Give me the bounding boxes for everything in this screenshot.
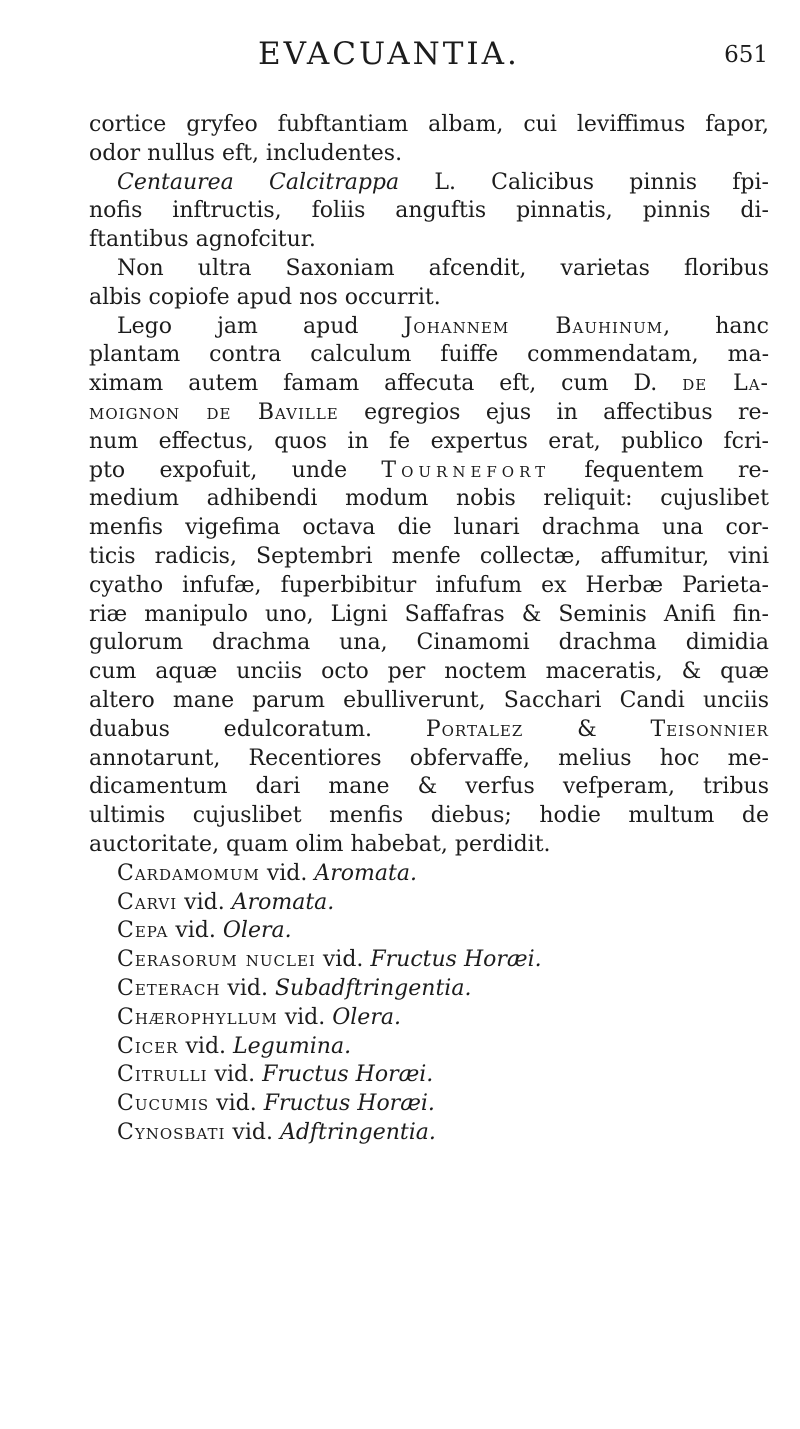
text-line: menfis vigefima octava die lunari drachma una cor- <box>89 515 769 541</box>
text-line: dicamentum dari mane & verfus vefperam, tribus <box>89 774 769 800</box>
entry-target: Olera. <box>222 918 292 944</box>
entry-term: Cardamomum <box>117 860 260 886</box>
author-name: Johannem Bauhinum <box>403 313 664 339</box>
entry-target: Olera. <box>332 1004 401 1030</box>
text-line: ximam autem famam affecuta eft, cum D. de La- <box>89 371 769 397</box>
index-entry: Cardamomum vid. Aromata. <box>117 860 417 886</box>
text-line: riæ manipulo uno, Ligni Saffafras & Seminis Anifi fin- <box>89 601 769 627</box>
text-line: Non ultra Saxoniam afcendit, varietas floribus <box>117 255 769 281</box>
text-line: ftantibus agnofcitur. <box>89 227 316 253</box>
entry-term: Cerasorum nuclei <box>117 947 316 973</box>
entry-target: Aromata. <box>231 889 335 915</box>
entry-term: Cucumis <box>117 1091 210 1117</box>
text-line: gulorum drachma una, Cinamomi drachma dimidia <box>89 630 769 656</box>
plant-name: Centaurea Calcitrappa <box>117 169 400 195</box>
author-name: Teisonnier <box>650 716 769 742</box>
text-line: cyatho infufæ, fuperbibitur infufum ex Herbæ Parieta- <box>89 572 769 598</box>
index-entry: Cynosbati vid. Adftringentia. <box>117 1119 436 1145</box>
entry-target: Legumina. <box>233 1033 352 1059</box>
text-line: nofis inftructis, foliis anguftis pinnatis, pinnis di- <box>89 198 769 224</box>
entry-term: Carvi <box>117 889 178 915</box>
entry-term: Chærophyllum <box>117 1004 278 1030</box>
entry-term: Cynosbati <box>117 1119 226 1145</box>
text-line: moignon de Baville egregios ejus in affectibus re- <box>89 399 769 425</box>
entry-term: Cicer <box>117 1033 179 1059</box>
index-entry: Cicer vid. Legumina. <box>117 1033 352 1059</box>
entry-target: Fructus Horæi. <box>262 1062 434 1088</box>
text-line: Centaurea Calcitrappa L. Calicibus pinnis fpi- <box>117 169 769 195</box>
author-name: de La- <box>682 371 769 397</box>
text-line: altero mane parum ebulliverunt, Sacchari Candi unciis <box>89 687 769 713</box>
text-line: pto expofuit, unde Tournefort fequentem re- <box>89 457 770 483</box>
text-line: cortice gryfeo fubftantiam albam, cui leviffimus fapor, <box>89 112 769 137</box>
index-entry: Citrulli vid. Fructus Horæi. <box>117 1062 434 1088</box>
author-name: Tournefort <box>381 457 551 483</box>
entry-target: Fructus Horæi. <box>370 947 542 973</box>
text-line: cum aquæ unciis octo per noctem maceratis, & quæ <box>89 659 769 685</box>
running-title: EVACUANTIA. <box>258 36 520 72</box>
entry-target: Subadftringentia. <box>274 975 472 1001</box>
text-line: duabus edulcoratum. Portalez & Teisonnier <box>89 716 769 742</box>
page-header <box>0 30 800 74</box>
index-entry: Carvi vid. Aromata. <box>117 889 335 915</box>
index-entry: Cerasorum nuclei vid. Fructus Horæi. <box>117 947 542 973</box>
index-entry: Chærophyllum vid. Olera. <box>117 1004 401 1030</box>
text-line: ticis radicis, Septembri menfe collectæ, affumitur, vini <box>89 543 769 569</box>
text-line: auctoritate, quam olim habebat, perdidit. <box>89 831 551 857</box>
entry-target: Aromata. <box>314 860 417 886</box>
entry-term: Cepa <box>117 918 169 944</box>
text-line: plantam contra calculum fuiffe commendatam, ma- <box>89 342 769 368</box>
text-line: albis copiofe apud nos occurrit. <box>89 284 441 310</box>
page-number: 651 <box>724 42 768 68</box>
text-line: odor nullus eft, includentes. <box>89 140 403 166</box>
author-name: moignon de Baville <box>89 399 339 425</box>
text-line: num effectus, quos in fe expertus erat, publico fcri- <box>89 428 769 454</box>
entry-target: Fructus Horæi. <box>263 1091 435 1117</box>
text-line: ultimis cujuslibet menfis diebus; hodie multum de <box>89 803 769 829</box>
body-text <box>89 111 769 1148</box>
entry-term: Citrulli <box>117 1062 208 1088</box>
index-entry: Cucumis vid. Fructus Horæi. <box>117 1091 435 1117</box>
text-line: Lego jam apud Johannem Bauhinum, hanc <box>117 313 770 339</box>
index-entry: Cepa vid. Olera. <box>117 918 292 944</box>
text-line: medium adhibendi modum nobis reliquit: cujuslibet <box>89 486 769 512</box>
entry-target: Adftringentia. <box>279 1119 436 1145</box>
index-entry: Ceterach vid. Subadftringentia. <box>117 975 472 1001</box>
text-line: annotarunt, Recentiores obfervaffe, melius hoc me- <box>89 745 769 771</box>
entry-term: Ceterach <box>117 975 221 1001</box>
author-name: Portalez <box>425 716 524 742</box>
